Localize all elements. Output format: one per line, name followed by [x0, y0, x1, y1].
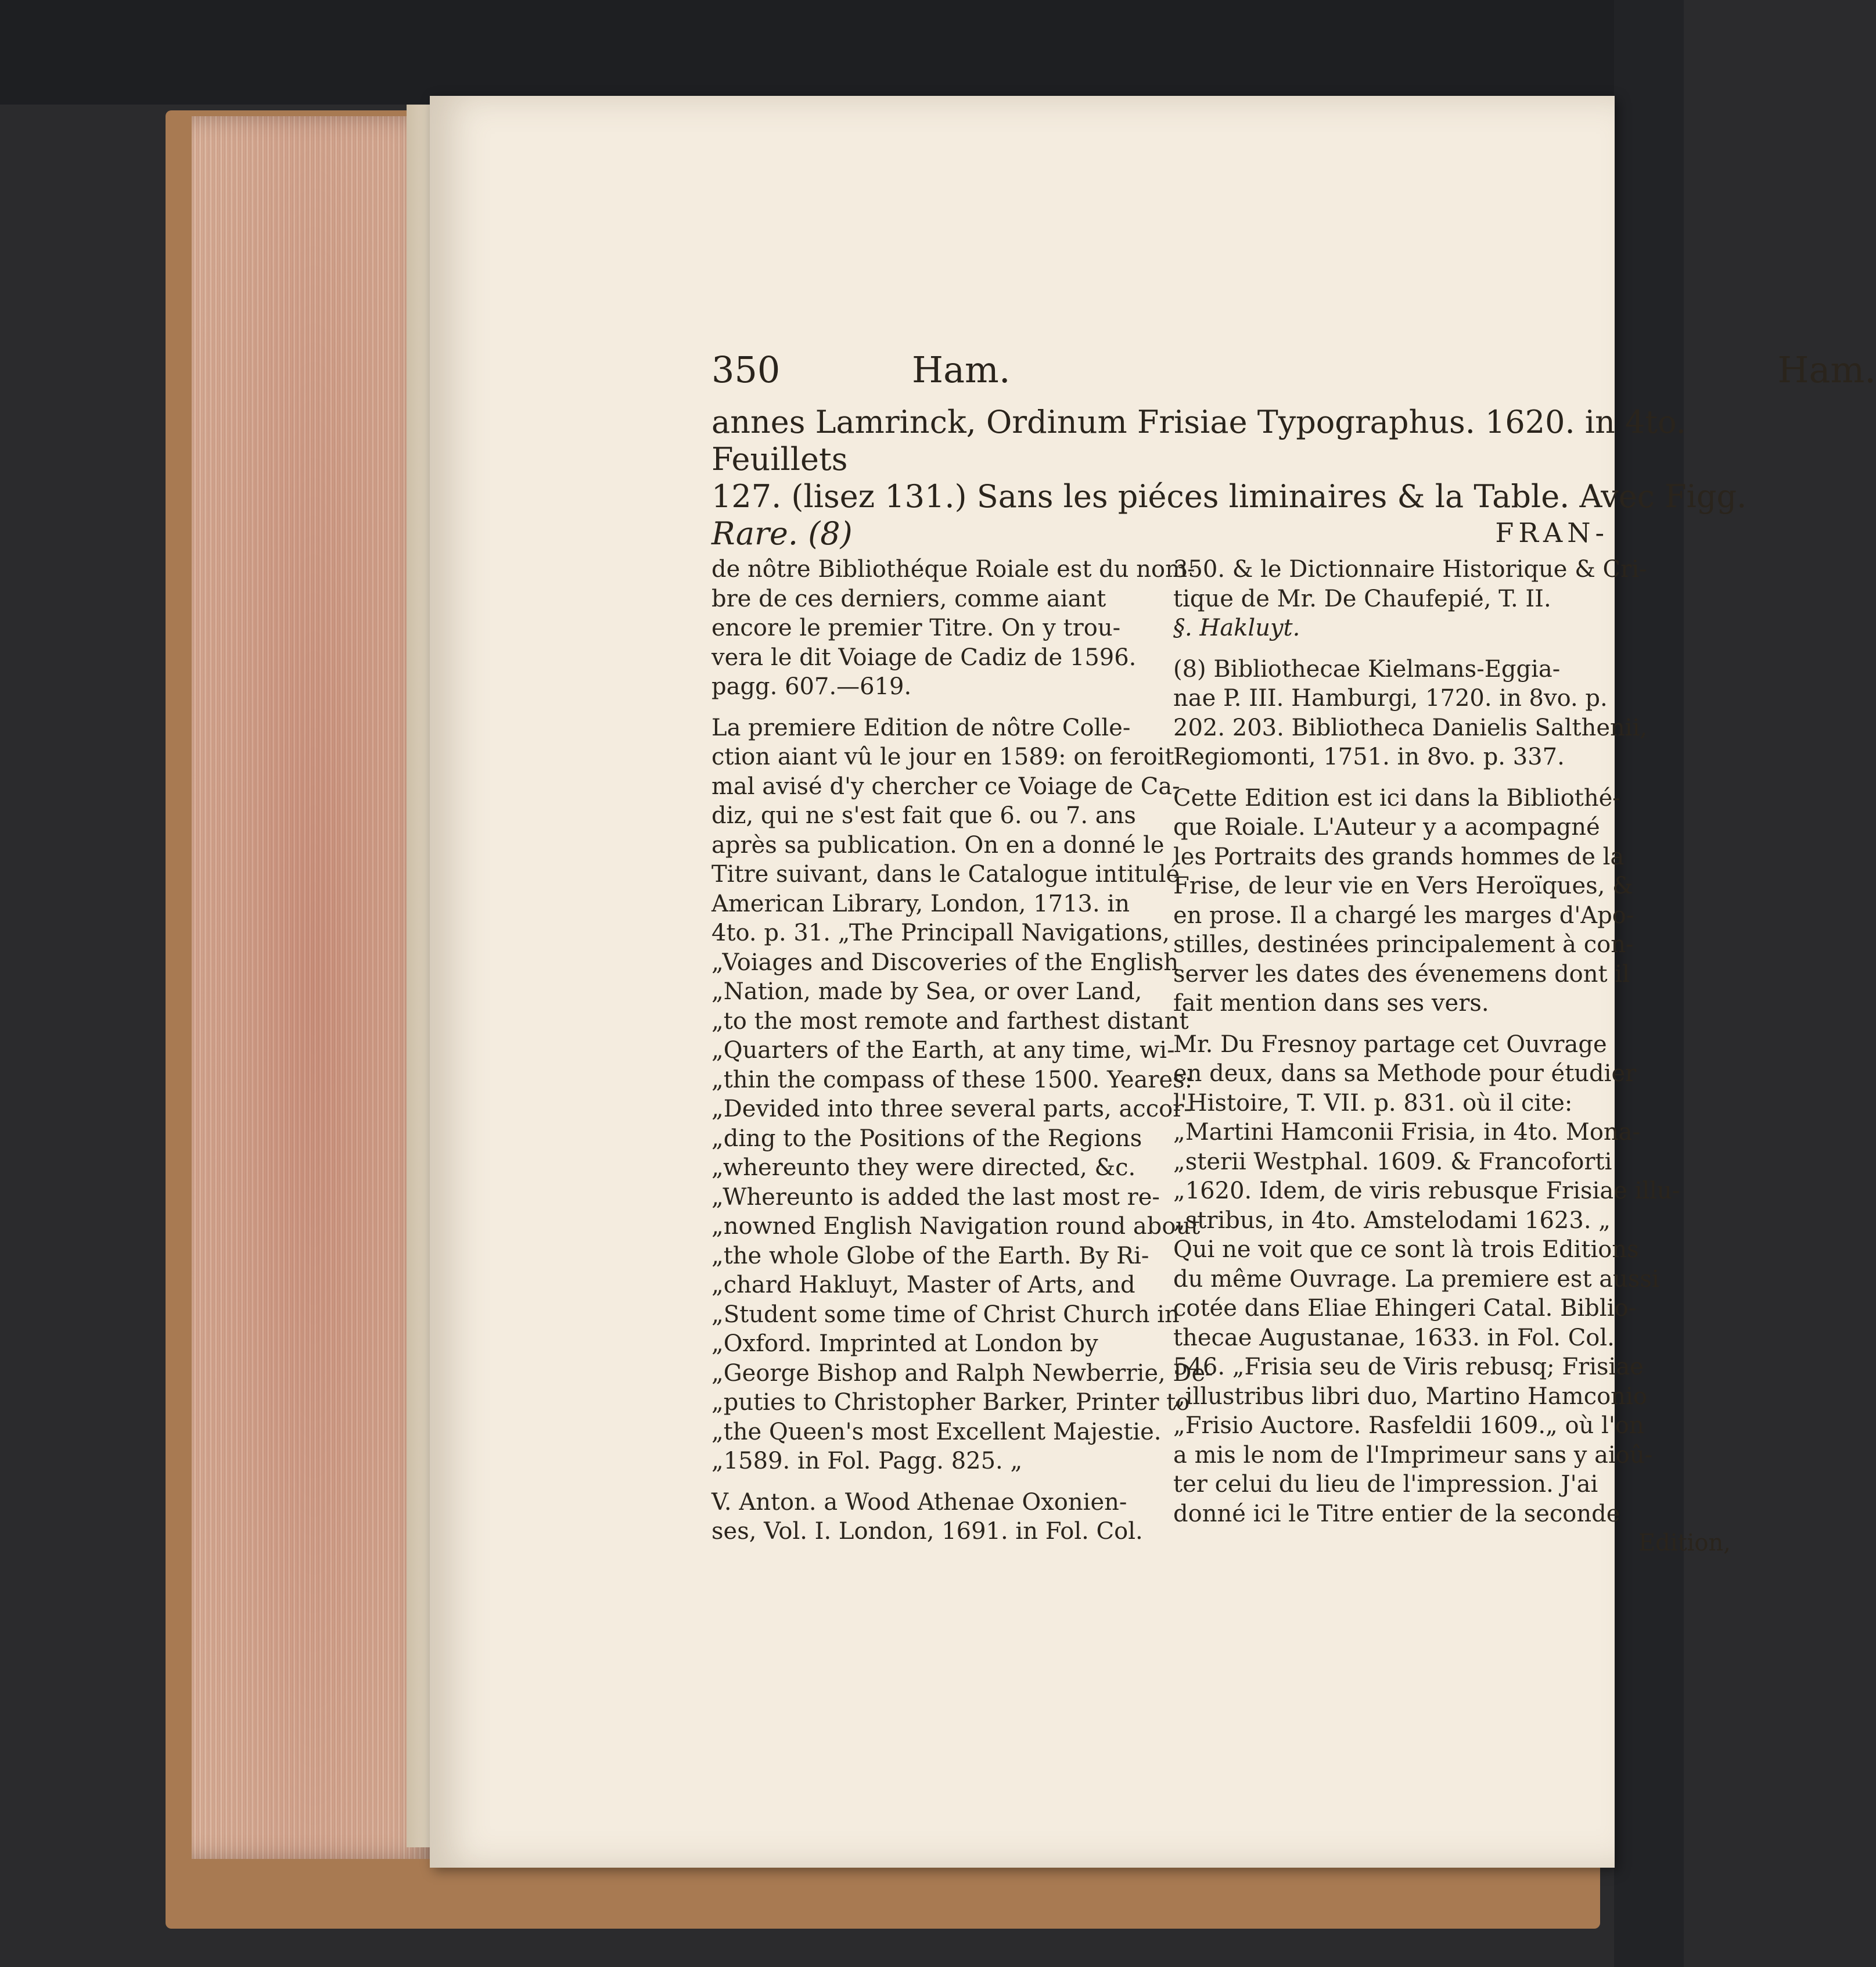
text-line: en deux, dans sa Methode pour étudier	[1173, 1060, 1637, 1087]
text-line: „the Queen's most Excellent Majestie.	[711, 1418, 1162, 1445]
text-line: „Nation, made by Sea, or over Land,	[711, 978, 1142, 1005]
header-left-title: Ham.	[912, 349, 1011, 391]
full-line: 127. (lisez 131.) Sans les piéces liminaires & la Table. Avec Figg.	[711, 478, 1747, 515]
text-line: „sterii Westphal. 1609. & Francoforti	[1173, 1148, 1612, 1175]
page-number: 350	[711, 349, 781, 391]
paragraph	[711, 555, 1208, 702]
text-line: 350. & le Dictionnaire Historique & Cri-	[1173, 556, 1647, 583]
text-line: „nowned English Navigation round about	[711, 1213, 1201, 1240]
text-line: en prose. Il a chargé les marges d'Apo-	[1173, 902, 1634, 929]
page-edges	[192, 116, 436, 1859]
text-line: mal avisé d'y chercher ce Voiage de Ca-	[711, 773, 1180, 800]
paragraph	[1173, 1030, 1731, 1558]
text-line: 202. 203. Bibliotheca Danielis Salthenii,	[1173, 714, 1648, 741]
text-line: „puties to Christopher Barker, Printer to	[711, 1389, 1190, 1416]
text-line: pagg. 607.—619.	[711, 673, 912, 700]
full-line: Rare. (8)	[711, 515, 853, 552]
text-line: „stribus, in 4to. Amstelodami 1623. „	[1173, 1207, 1611, 1234]
text-line: „Oxford. Imprinted at London by	[711, 1330, 1098, 1357]
text-line: Regiomonti, 1751. in 8vo. p. 337.	[1173, 744, 1565, 770]
full-width-paragraph	[711, 404, 1827, 552]
right-column	[1173, 555, 1731, 1570]
paragraph	[1173, 555, 1731, 643]
text-line: 4to. p. 31. „The Principall Navigations,	[711, 920, 1170, 946]
paragraph	[711, 713, 1213, 1476]
text-line: fait mention dans ses vers.	[1173, 990, 1489, 1017]
full-line: annes Lamrinck, Ordinum Frisiae Typographus. 1620. in 4to. Feuillets	[711, 404, 1686, 478]
paragraph	[711, 1488, 1208, 1546]
text-line: tique de Mr. De Chaufepié, T. II.	[1173, 585, 1551, 612]
paragraph	[1173, 784, 1731, 1018]
text-line: a mis le nom de l'Imprimeur sans y aioû-	[1173, 1441, 1653, 1469]
text-line: encore le premier Titre. On y trou-	[711, 615, 1121, 641]
text-line: 546. „Frisia seu de Viris rebusq; Frisiae	[1173, 1354, 1644, 1380]
text-line: „thin the compass of these 1500. Yeares:	[711, 1066, 1193, 1093]
text-line: „Martini Hamconii Frisia, in 4to. Mona-	[1173, 1119, 1641, 1146]
text-line: les Portraits des grands hommes de la	[1173, 843, 1625, 870]
text-line: „Devided into three several parts, accor-	[711, 1096, 1192, 1122]
text-line: „ding to the Positions of the Regions	[711, 1125, 1142, 1152]
text-line: „the whole Globe of the Earth. By Ri-	[711, 1242, 1149, 1269]
text-line: „Whereunto is added the last most re-	[711, 1183, 1160, 1211]
header-right-title: Ham.	[1777, 349, 1876, 391]
text-line: thecae Augustanae, 1633. in Fol. Col.	[1173, 1324, 1615, 1351]
text-line: Mr. Du Fresnoy partage cet Ouvrage	[1173, 1031, 1607, 1058]
text-line: American Library, London, 1713. in	[711, 890, 1130, 917]
text-line: „George Bishop and Ralph Newberrie, De-	[711, 1359, 1213, 1387]
text-line: donné ici le Titre entier de la seconde	[1173, 1500, 1620, 1527]
text-line: §. Hakluyt.	[1173, 615, 1300, 641]
text-line: server les dates des évenemens dont il	[1173, 960, 1630, 988]
book-page	[430, 96, 1876, 1868]
text-line: Cette Edition est ici dans la Bibliothé-	[1173, 784, 1620, 812]
text-line: bre de ces derniers, comme aiant	[711, 585, 1106, 612]
text-line: du même Ouvrage. La premiere est aussi	[1173, 1265, 1659, 1293]
left-column	[711, 555, 1213, 1558]
text-line: „chard Hakluyt, Master of Arts, and	[711, 1272, 1135, 1298]
background-top	[0, 0, 1684, 105]
text-line: diz, qui ne s'est fait que 6. ou 7. ans	[711, 802, 1136, 829]
text-line: „Quarters of the Earth, at any time, wi-	[711, 1037, 1175, 1064]
text-line: „1589. in Fol. Pagg. 825. „	[711, 1448, 1023, 1474]
text-line: ter celui du lieu de l'impression. J'ai	[1173, 1471, 1598, 1498]
text-line: cotée dans Eliae Ehingeri Catal. Biblio-	[1173, 1295, 1637, 1322]
text-line: V. Anton. a Wood Athenae Oxonien-	[711, 1488, 1127, 1516]
catchword-edition: Edition,	[1638, 1530, 1731, 1556]
text-line: Frise, de leur vie en Vers Heroïques, &	[1173, 873, 1633, 899]
text-line: „to the most remote and farthest distant	[711, 1007, 1189, 1035]
text-line: „Student some time of Christ Church in	[711, 1301, 1180, 1328]
text-line: l'Histoire, T. VII. p. 831. où il cite:	[1173, 1089, 1573, 1117]
text-line: (8) Bibliothecae Kielmans-Eggia-	[1173, 655, 1561, 683]
text-line: „whereunto they were directed, &c.	[711, 1154, 1136, 1181]
catchword: FRAN-	[1495, 517, 1609, 548]
text-line: Titre suivant, dans le Catalogue intitulé	[711, 861, 1180, 888]
text-line: Qui ne voit que ce sont là trois Editions	[1173, 1236, 1639, 1263]
text-line: „Frisio Auctore. Rasfeldii 1609.„ où l'on	[1173, 1412, 1644, 1439]
text-line: ction aiant vû le jour en 1589: on feroit	[711, 744, 1174, 770]
text-line: de nôtre Bibliothéque Roiale est du nom-	[711, 556, 1195, 583]
text-line: „Voiages and Discoveries of the English	[711, 949, 1179, 976]
text-line: que Roiale. L'Auteur y a acompagné	[1173, 814, 1600, 841]
text-line: „illustribus libri duo, Martino Hamconio	[1173, 1383, 1647, 1410]
footnote	[1173, 655, 1731, 772]
text-line: vera le dit Voiage de Cadiz de 1596.	[711, 644, 1137, 671]
text-line: stilles, destinées principalement à con-	[1173, 931, 1634, 958]
text-line: nae P. III. Hamburgi, 1720. in 8vo. p.	[1173, 685, 1608, 712]
text-line: La premiere Edition de nôtre Colle-	[711, 714, 1131, 741]
text-line: après sa publication. On en a donné le	[711, 831, 1165, 859]
text-line: „1620. Idem, de viris rebusque Frisiae illu-	[1173, 1178, 1680, 1204]
running-header	[711, 349, 1876, 395]
text-line: ses, Vol. I. London, 1691. in Fol. Col.	[711, 1518, 1143, 1545]
